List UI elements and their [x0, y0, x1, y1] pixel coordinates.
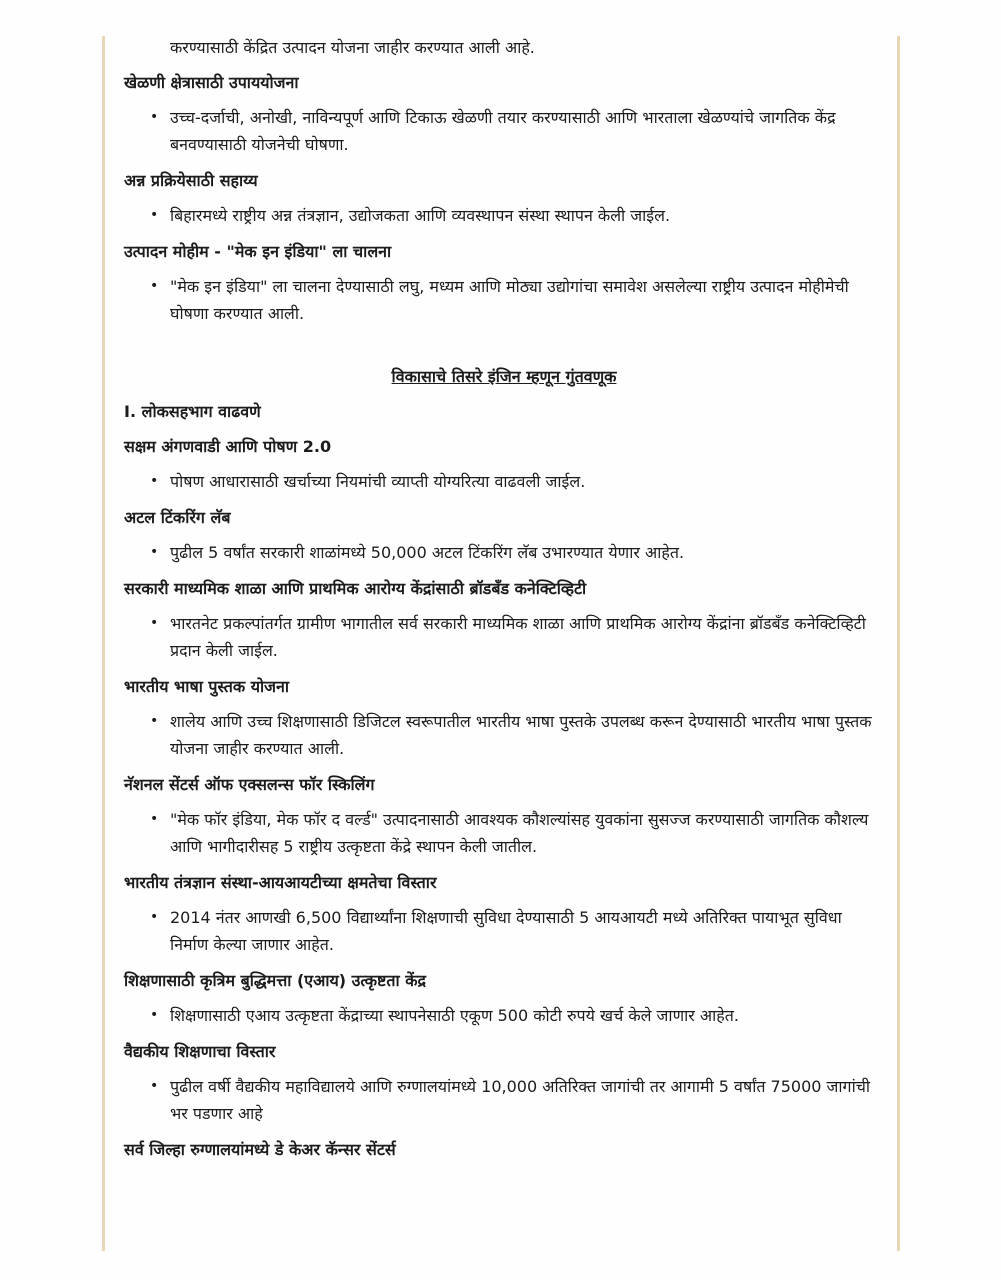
bullet-item — [150, 1073, 884, 1127]
bullet-item — [150, 1002, 884, 1029]
bullet-item — [150, 904, 884, 958]
bullet-text: शालेय आणि उच्च शिक्षणासाठी डिजिटल स्वरूपातील भारतीय भाषा पुस्तके उपलब्ध करून देण्यासाठी भारतीय भाषा पुस्तक योजना जाहीर करण्यात आली. — [170, 712, 872, 758]
section-heading: वैद्यकीय शिक्षणाचा विस्तार — [124, 1042, 276, 1061]
document-content — [124, 34, 884, 1171]
bullet-item — [150, 468, 884, 495]
bullet-text: पुढील वर्षी वैद्यकीय महाविद्यालये आणि रुग्णालयांमध्ये 10,000 अतिरिक्त जागांची तर आगामी 5 वर्षांत 75000 जागांची भर पडणार आहे — [170, 1077, 871, 1123]
bullet-text: भारतनेट प्रकल्पांतर्गत ग्रामीण भागातील सर्व सरकारी माध्यमिक शाळा आणि प्राथमिक आरोग्य केंद्रांना ब्रॉडबँड कनेक्टिव्हिटी प्रदान केली जाईल. — [170, 614, 866, 660]
subsection-title: I. लोकसहभाग वाढवणे — [124, 402, 261, 421]
bullet-dot-icon: • — [150, 544, 159, 560]
section-heading: सरकारी माध्यमिक शाळा आणि प्राथमिक आरोग्य केंद्रांसाठी ब्रॉडबँड कनेक्टिव्हिटी — [124, 579, 587, 598]
bullet-text: पुढील 5 वर्षांत सरकारी शाळांमध्ये 50,000 अटल टिंकरिंग लॅब उभारण्यात येणार आहेत. — [170, 543, 685, 562]
bullet-dot-icon: • — [150, 713, 159, 729]
section-heading: भारतीय भाषा पुस्तक योजना — [124, 677, 290, 696]
bullet-text: शिक्षणासाठी एआय उत्कृष्टता केंद्राच्या स्थापनेसाठी एकूण 500 कोटी रुपये खर्च केले जाणार आहेत. — [170, 1006, 739, 1025]
section-heading: अटल टिंकरिंग लॅब — [124, 508, 231, 527]
section-heading: सर्व जिल्हा रुग्णालयांमध्ये डे केअर कॅन्सर सेंटर्स — [124, 1140, 396, 1159]
bullet-item — [150, 202, 884, 229]
bullet-text: "मेक फॉर इंडिया, मेक फॉर द वर्ल्ड" उत्पादनासाठी आवश्यक कौशल्यांसह युवकांना सुसज्ज करण्यासाठी जागतिक कौशल्य आणि भागीदारीसह 5 राष्ट्रीय उत्कृष्टता केंद्रे स्थापन केली जातील. — [170, 810, 869, 856]
section-heading: अन्न प्रक्रियेसाठी सहाय्य — [124, 171, 258, 190]
section-heading: भारतीय तंत्रज्ञान संस्था-आयआयटीच्या क्षमतेचा विस्तार — [124, 873, 437, 892]
bullet-text: "मेक इन इंडिया" ला चालना देण्यासाठी लघु, मध्यम आणि मोठ्या उद्योगांचा समावेश असलेल्या राष्ट्रीय उत्पादन मोहीमेची घोषणा करण्यात आली. — [170, 277, 849, 323]
section-heading: खेळणी क्षेत्रासाठी उपाययोजना — [124, 73, 299, 92]
bullet-item — [150, 610, 884, 664]
bullet-text: बिहारमध्ये राष्ट्रीय अन्न तंत्रज्ञान, उद्योजकता आणि व्यवस्थापन संस्था स्थापन केली जाईल. — [170, 206, 671, 225]
section-heading: नॅशनल सेंटर्स ऑफ एक्सलन्स फॉर स्किलिंग — [124, 775, 375, 794]
bullet-dot-icon: • — [150, 473, 159, 489]
bullet-dot-icon: • — [150, 109, 159, 125]
bullet-item — [150, 806, 884, 860]
continued-paragraph: करण्यासाठी केंद्रित उत्पादन योजना जाहीर करण्यात आली आहे. — [170, 38, 535, 57]
page-border-right — [897, 36, 900, 1251]
section-title: विकासाचे तिसरे इंजिन म्हणून गुंतवणूक — [391, 367, 617, 386]
sections-group-b — [124, 433, 884, 1163]
sections-group-a — [124, 69, 884, 327]
bullet-dot-icon: • — [150, 909, 159, 925]
bullet-text: पोषण आधारासाठी खर्चाच्या नियमांची व्याप्ती योग्यरित्या वाढवली जाईल. — [170, 472, 586, 491]
section-heading: शिक्षणासाठी कृत्रिम बुद्धिमत्ता (एआय) उत्कृष्टता केंद्र — [124, 971, 426, 990]
bullet-text: 2014 नंतर आणखी 6,500 विद्यार्थ्यांना शिक्षणाची सुविधा देण्यासाठी 5 आयआयटी मध्ये अतिरिक्त पायाभूत सुविधा निर्माण केल्या जाणार आहेत. — [170, 908, 842, 954]
page-border-left — [102, 36, 105, 1251]
bullet-item — [150, 104, 884, 158]
bullet-dot-icon: • — [150, 615, 159, 631]
bullet-item — [150, 708, 884, 762]
bullet-dot-icon: • — [150, 1007, 159, 1023]
section-heading: सक्षम अंगणवाडी आणि पोषण 2.0 — [124, 437, 332, 456]
bullet-text: उच्च-दर्जाची, अनोखी, नाविन्यपूर्ण आणि टिकाऊ खेळणी तयार करण्यासाठी आणि भारताला खेळण्यांचे जागतिक केंद्र बनवण्यासाठी योजनेची घोषणा. — [170, 108, 836, 154]
bullet-item — [150, 539, 884, 566]
bullet-item — [150, 273, 884, 327]
section-heading: उत्पादन मोहीम - "मेक इन इंडिया" ला चालना — [124, 242, 392, 261]
bullet-dot-icon: • — [150, 811, 159, 827]
bullet-dot-icon: • — [150, 1078, 159, 1094]
bullet-dot-icon: • — [150, 207, 159, 223]
bullet-dot-icon: • — [150, 278, 159, 294]
